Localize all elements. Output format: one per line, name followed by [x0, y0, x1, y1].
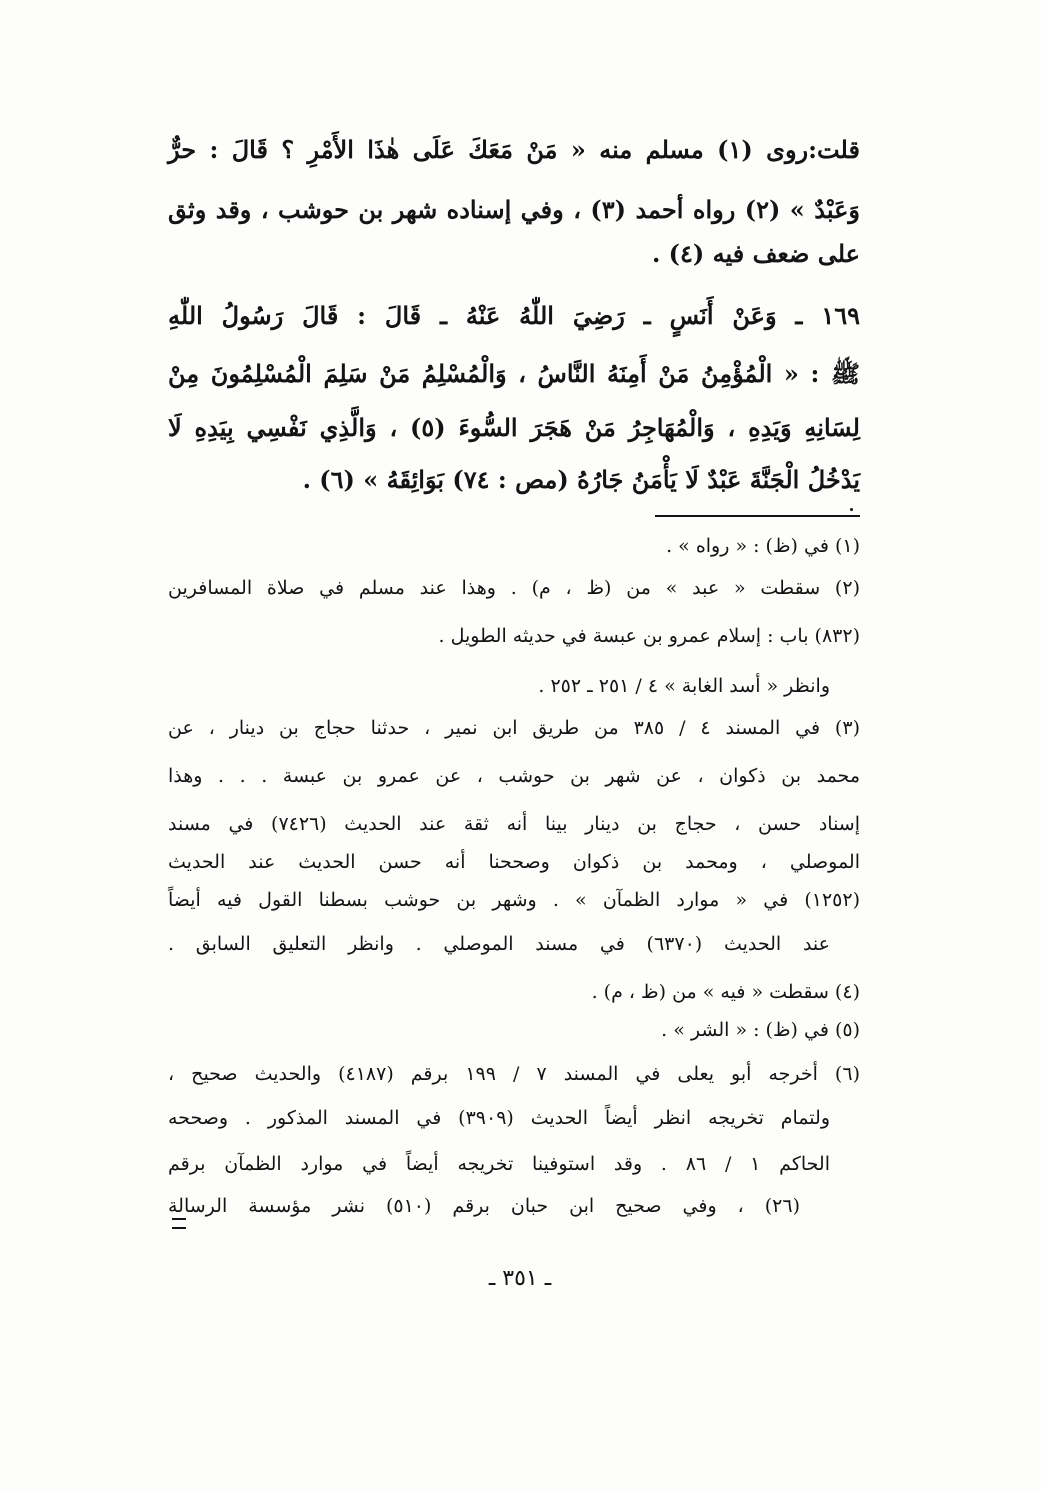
hadith-line-2: ﷺ : « الْمُؤْمِنُ مَنْ أَمِنَهُ النَّاسُ ، وَالْمُسْلِمُ مَنْ سَلِمَ الْمُسْلِمُونَ مِنْ [168, 359, 860, 388]
footnote-4: (٤) سقطت « فيه » من (ظ ، م) . [591, 981, 860, 1003]
footnote-6-line-2: ولتمام تخريجه انظر أيضاً الحديث (٣٩٠٩) في المسند المذكور . وصححه [168, 1107, 830, 1129]
footnote-6-line-4: (٢٦) ، وفي صحيح ابن حبان برقم (٥١٠) نشر مؤسسة الرسالة [168, 1195, 800, 1217]
hadith-line-4: يَدْخُلُ الْجَنَّةَ عَبْدٌ لَا يَأْمَنُ جَارُهُ (مص : ٧٤) بَوَائِقَهُ » (٦) . [302, 465, 860, 494]
footnote-3-line-4: الموصلي ، ومحمد بن ذكوان وصححنا أنه حسن الحديث عند الحديث [168, 851, 860, 873]
footnote-6-line-3: الحاكم ١ / ٨٦ . وقد استوفينا تخريجه أيضاً في موارد الظمآن برقم [168, 1153, 830, 1175]
hadith-line-3: لِسَانِهِ وَيَدِهِ ، وَالْمُهَاجِرُ مَنْ هَجَرَ السُّوءَ (٥) ، وَالَّذِي نَفْسِي بِيَدِهِ لَا [168, 413, 860, 442]
footnote-2-line-3: وانظر « أسد الغابة » ٤ / ٢٥١ ـ ٢٥٢ . [538, 675, 830, 697]
footnote-1: (١) في (ظ) : « رواه » . [666, 535, 860, 557]
page-number: ـ ٣٥١ ـ [488, 1266, 552, 1291]
footnote-3-line-3: إسناد حسن ، حجاج بن دينار بينا أنه ثقة عند الحديث (٧٤٢٦) في مسند [168, 813, 861, 835]
footnote-2-line-2: (٨٣٢) باب : إسلام عمرو بن عبسة في حديثه الطويل . [438, 625, 860, 647]
footnote-separator [655, 515, 860, 517]
footnote-3-line-2: محمد بن ذكوان ، عن شهر بن حوشب ، عن عمرو بن عبسة . . . وهذا [168, 765, 860, 787]
hadith-line-1: ١٦٩ ـ وَعَنْ أَنَسٍ ـ رَضِيَ اللّٰهُ عَنْهُ ـ قَالَ : قَالَ رَسُولُ اللّٰهِ [168, 301, 860, 330]
continuation-mark [172, 1218, 186, 1229]
separator-dot [850, 508, 853, 511]
footnote-3-line-1: (٣) في المسند ٤ / ٣٨٥ من طريق ابن نمير ، حدثنا حجاج بن دينار ، عن [168, 717, 860, 739]
footnote-3-line-5: (١٢٥٢) في « موارد الظمآن » . وشهر بن حوشب بسطنا القول فيه أيضاً [168, 889, 860, 911]
main-text-line-2: وَعَبْدٌ » (٢) رواه أحمد (٣) ، وفي إسناده شهر بن حوشب ، وقد وثق [168, 195, 860, 224]
footnote-6-line-1: (٦) أخرجه أبو يعلى في المسند ٧ / ١٩٩ برقم (٤١٨٧) والحديث صحيح ، [168, 1063, 860, 1085]
footnote-5: (٥) في (ظ) : « الشر » . [661, 1019, 860, 1041]
main-text-line-3: على ضعف فيه (٤) . [651, 239, 860, 268]
main-text-line-1: قلت:روى (١) مسلم منه « مَنْ مَعَكَ عَلَى هٰذَا الأَمْرِ ؟ قَالَ : حرٌّ [168, 135, 860, 164]
footnote-2-line-1: (٢) سقطت « عبد » من (ظ ، م) . وهذا عند مسلم في صلاة المسافرين [168, 577, 860, 599]
footnote-3-line-6: عند الحديث (٦٣٧٠) في مسند الموصلي . وانظر التعليق السابق . [168, 933, 830, 955]
